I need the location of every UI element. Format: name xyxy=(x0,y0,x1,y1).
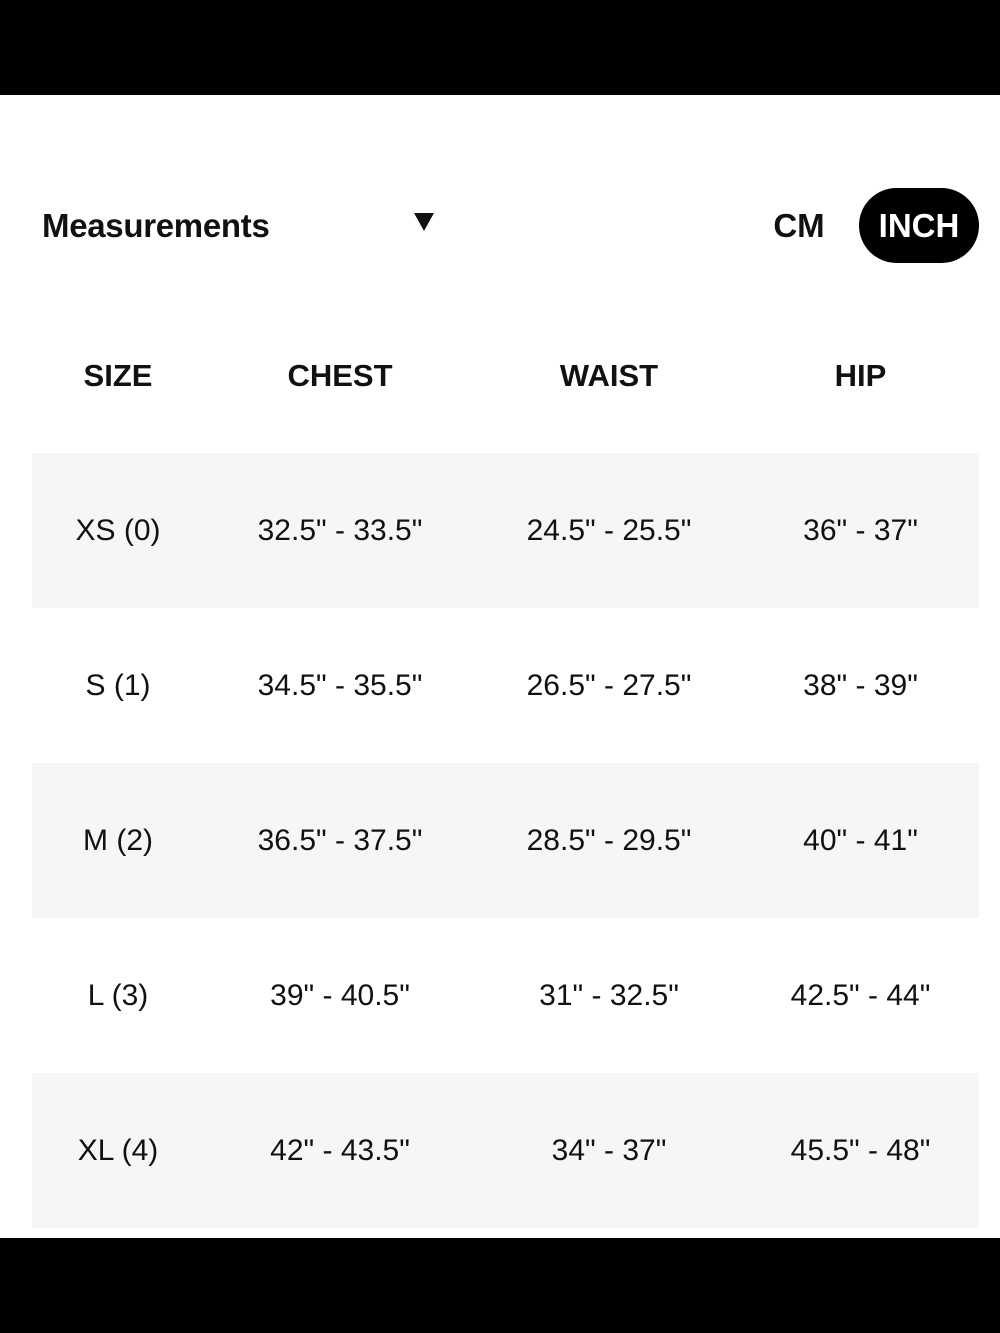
size-chart-table xyxy=(32,300,979,1228)
table-row xyxy=(32,453,979,608)
cell-size: L (3) xyxy=(87,978,149,1012)
cell-chest: 32.5" - 33.5" xyxy=(257,513,423,547)
header-chest: CHEST xyxy=(287,357,393,393)
cell-size: XS (0) xyxy=(75,513,161,547)
cell-size: M (2) xyxy=(83,823,153,857)
cell-waist: 26.5" - 27.5" xyxy=(526,668,692,702)
cell-size: S (1) xyxy=(85,668,151,702)
unit-cm-button[interactable]: CM xyxy=(773,206,825,244)
cell-hip: 38" - 39" xyxy=(803,668,918,702)
cell-chest: 36.5" - 37.5" xyxy=(257,823,423,857)
cell-waist: 24.5" - 25.5" xyxy=(526,513,692,547)
bottom-black-bar xyxy=(0,1238,1000,1333)
header-waist: WAIST xyxy=(559,357,659,393)
measurements-dropdown[interactable] xyxy=(42,188,442,263)
cell-chest: 42" - 43.5" xyxy=(270,1133,410,1167)
cell-hip: 42.5" - 44" xyxy=(790,978,931,1012)
table-row xyxy=(32,763,979,918)
cell-hip: 40" - 41" xyxy=(803,823,918,857)
caret-down-icon xyxy=(414,213,434,231)
table-row xyxy=(32,918,979,1073)
header-size: SIZE xyxy=(83,357,153,393)
cell-hip: 45.5" - 48" xyxy=(790,1133,931,1167)
cell-waist: 31" - 32.5" xyxy=(539,978,679,1012)
table-header-row xyxy=(32,300,979,453)
cell-waist: 28.5" - 29.5" xyxy=(526,823,692,857)
unit-inch-button[interactable]: INCH xyxy=(859,188,979,263)
cell-chest: 34.5" - 35.5" xyxy=(257,668,423,702)
size-guide-controls xyxy=(0,188,1000,263)
table-row xyxy=(32,1073,979,1228)
measurements-label: Measurements xyxy=(42,206,270,244)
table-row xyxy=(32,608,979,763)
cell-waist: 34" - 37" xyxy=(551,1133,667,1167)
header-hip: HIP xyxy=(834,357,887,393)
top-black-bar xyxy=(0,0,1000,95)
cell-size: XL (4) xyxy=(77,1133,159,1167)
cell-chest: 39" - 40.5" xyxy=(270,978,410,1012)
cell-hip: 36" - 37" xyxy=(803,513,918,547)
